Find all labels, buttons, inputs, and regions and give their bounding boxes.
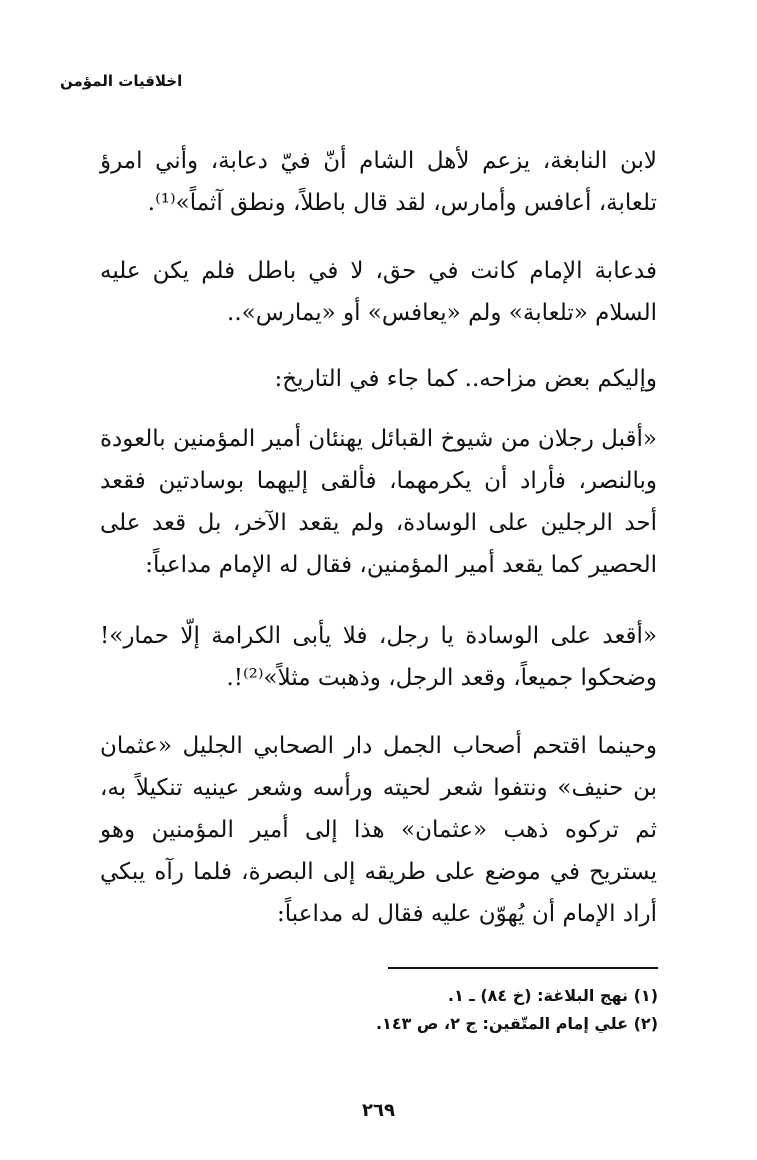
paragraph-6: وحينما اقتحم أصحاب الجمل دار الصحابي الجليل «عثمان بن حنيف» ونتفوا شعر لحيته ورأسه وشعر عينيه تنكيلاً به، ثم تركوه ذهب «عثمان» هذا إلى أمير المؤمنين وهو يستريح في موضع على طريقه إلى البصرة، فلما رآه يبكي أراد الإمام أن يُهوّن عليه فقال له مداعباً: xyxy=(100,733,657,927)
paragraph-5: «أقعد على الوسادة يا رجل، فلا يأبى الكرامة إلّا حمار»! وضحكوا جميعاً، وقعد الرجل، وذهبت مثلاً»⁽²⁾!. xyxy=(100,623,657,691)
footnote-1: (١) نهج البلاغة: (خ ٨٤) ـ ١. xyxy=(447,986,658,1005)
paragraph-2: فدعابة الإمام كانت في حق، لا في باطل فلم يكن عليه السلام «تلعابة» ولم «يعافس» أو «يمارس».. xyxy=(100,258,657,326)
paragraph-4: «أقبل رجلان من شيوخ القبائل يهنئان أمير المؤمنين بالعودة وبالنصر، فأراد أن يكرمهما، فألقى إليهما بوسادتين فقعد أحد الرجلين على الوسادة، ولم يقعد الآخر، بل قعد على الحصير كما يقعد أمير المؤمنين، فقال له الإمام مداعباً: xyxy=(100,426,657,578)
paragraph-1: لابن النابغة، يزعم لأهل الشام أنّ فيّ دعابة، وأني امرؤ تلعابة، أعافس وأمارس، لقد قال باطلاً، ونطق آثماً»⁽¹⁾. xyxy=(100,148,657,216)
paragraph-3: وإليكم بعض مزاحه.. كما جاء في التاريخ: xyxy=(274,366,657,392)
footnote-2: (٢) علي إمام المتّقين: ج ٢، ص ١٤٣. xyxy=(375,1014,658,1033)
footnote-divider xyxy=(388,967,658,969)
running-header: اخلاقيات المؤمن xyxy=(60,72,183,90)
page-number: ٢٦٩ xyxy=(362,1100,395,1121)
